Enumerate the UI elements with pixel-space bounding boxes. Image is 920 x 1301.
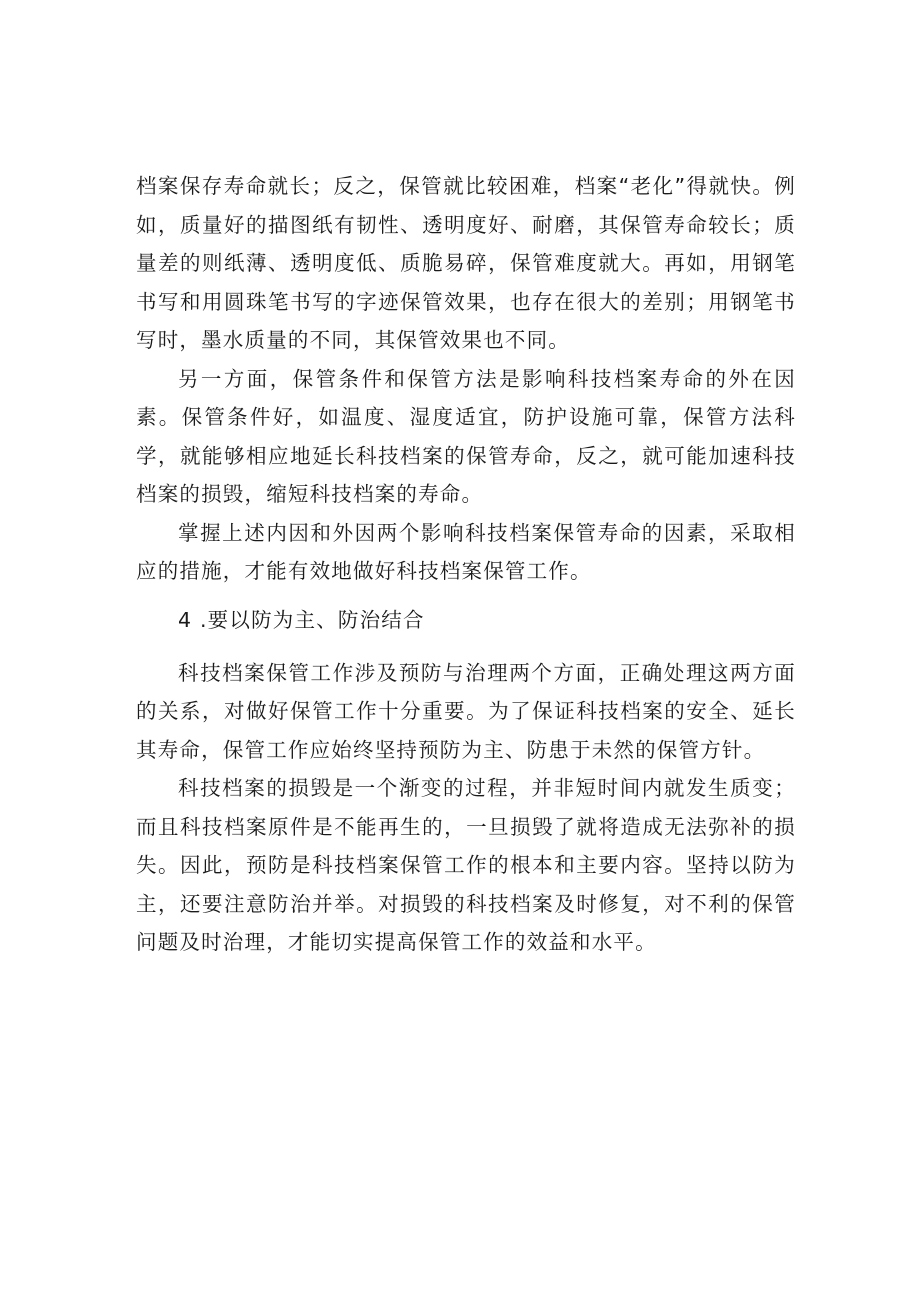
paragraph-damage-process: 科技档案的损毁是一个渐变的过程，并非短时间内就发生质变；而且科技档案原件是不能再生的，一旦损毁了就将造成无法弥补的损失。因此，预防是科技档案保管工作的根本和主要内容。坚持以防为主，还要注意防治并举。对损毁的科技档案及时修复，对不利的保管问题及时治理，才能切实提高保管工作的效益和水平。 [136, 776, 796, 954]
paragraph-continuation: 档案保存寿命就长；反之，保管就比较困难，档案“老化”得就快。例如，质量好的描图纸有韧性、透明度好、耐磨，其保管寿命较长；质量差的则纸薄、透明度低、质脆易碎，保管难度就大。再如，用钢笔书写和用圆珠笔书写的字迹保管效果，也存在很大的差别；用钢笔书写时，墨水质量的不同，其保管效果也不同。 [136, 174, 796, 352]
paragraph-summary: 掌握上述内因和外因两个影响科技档案保管寿命的因素，采取相应的措施，才能有效地做好科技档案保管工作。 [136, 520, 796, 583]
document-body [136, 167, 796, 962]
paragraph-prevention-treatment: 科技档案保管工作涉及预防与治理两个方面，正确处理这两方面的关系，对做好保管工作十分重要。为了保证科技档案的安全、延长其寿命，保管工作应始终坚持预防为主、防患于未然的保管方针。 [136, 660, 796, 762]
paragraph-external-factors: 另一方面，保管条件和保管方法是影响科技档案寿命的外在因素。保管条件好，如温度、湿度适宜，防护设施可靠，保管方法科学，就能够相应地延长科技档案的保管寿命，反之，就可能加速科技档案的损毁，缩短科技档案的寿命。 [136, 366, 796, 506]
section-heading: 4 .要以防为主、防治结合 [178, 607, 425, 632]
